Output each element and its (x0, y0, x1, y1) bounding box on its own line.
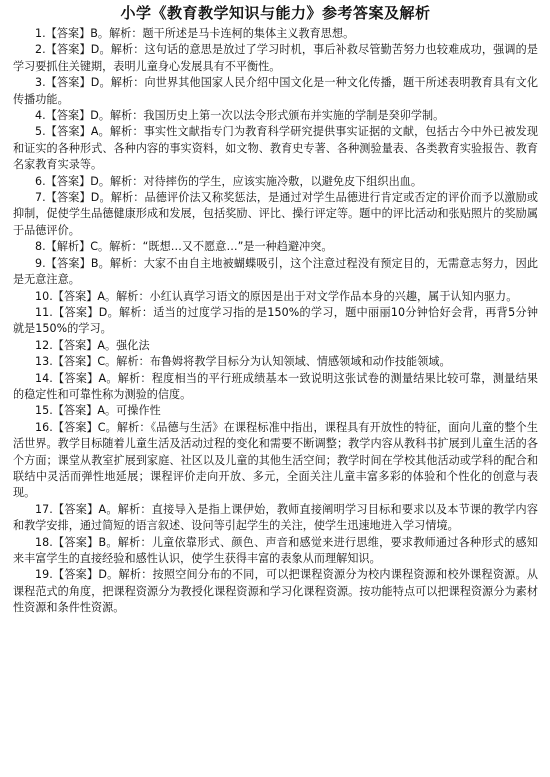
answer-item (13, 124, 538, 173)
answer-text: 【答案】D。解析：这句话的意思是放过了学习时机，事后补救尽管勤苦努力也较难成功，强调的是学习要抓住关键期，表明儿童身心发展具有不平衡性。 (13, 43, 538, 73)
answer-text: 【答案】A。解析：事实性文献指专门为教育科学研究提供事实证据的文献，包括古今中外已被发现和证实的各种形式、各种内容的事实资料，如文物、教育史专著、各种测验量表、各类教育实验报告、教育名家教育实录等。 (13, 125, 538, 172)
answer-text: 【答案】A。可操作性 (52, 404, 161, 418)
answer-number: 17. (35, 502, 53, 516)
answer-number: 8. (35, 240, 46, 254)
answer-number: 3. (35, 76, 46, 90)
answer-text: 【答案】B。解析：题干所述是马卡连柯的集体主义教育思想。 (45, 27, 355, 40)
answer-text: 【答案】A。强化法 (52, 338, 150, 352)
answer-number: 5. (35, 125, 46, 139)
answer-number: 16. (35, 420, 53, 434)
answer-item (13, 420, 538, 502)
answer-number: 18. (35, 535, 53, 549)
answer-number: 10. (35, 289, 53, 303)
answer-text: 【解析】C。解析：“既想…又不愿意…”是一种趋避冲突。 (45, 240, 333, 254)
answer-text: 【答案】B。解析：大家不由自主地被蝴蝶吸引，这个注意过程没有预定目的，无需意志努力，因此是无意注意。 (13, 256, 538, 287)
answer-item (13, 535, 538, 568)
answer-text: 【答案】D。解析：按照空间分布的不同，可以把课程资源分为校内课程资源和校外课程资源。从课程范式的角度，把课程资源分为教授化课程资源和学习化课程资源。按功能特点可以把课程资源分为素材性资源和条件性资源。 (13, 568, 538, 615)
answer-item (13, 338, 538, 354)
answer-number: 7. (35, 191, 46, 205)
answer-number: 9. (35, 256, 46, 270)
answer-item (13, 108, 538, 124)
answer-number: 2. (35, 43, 46, 57)
answer-item (13, 256, 538, 289)
answer-item (13, 289, 538, 305)
answer-item (13, 403, 538, 419)
answer-text: 【答案】D。解析：品德评价法又称奖惩法，是通过对学生品德进行肯定或否定的评价而予以激励或抑制，促使学生品德健康形成和发展，包括奖励、评比、操行评定等。题中的评比活动和张贴照片的奖励属于品德评价。 (13, 191, 538, 237)
answer-number: 6. (35, 174, 46, 188)
answer-item (13, 567, 538, 616)
answer-text: 【答案】A。解析：程度相当的平行班成绩基本一致说明这张试卷的测量结果比较可靠，测量结果的稳定性和可靠性称为测验的信度。 (13, 371, 538, 401)
answer-item (13, 190, 538, 239)
answer-item (13, 371, 538, 404)
answer-text: 【答案】C。解析：布鲁姆将教学目标分为认知领域、情感领域和动作技能领域。 (52, 355, 451, 369)
answer-list (13, 26, 538, 617)
answer-item (13, 174, 538, 190)
answer-text: 【答案】D。解析：我国历史上第一次以法令形式颁布并实施的学制是癸卯学制。 (45, 109, 445, 123)
answer-text: 【答案】A。解析：直接导入是指上课伊始，教师直接阐明学习目标和要求以及本节课的教学内容和教学安排，通过简短的语言叙述、设问等引起学生的关注，使学生迅速地进入学习情境。 (13, 502, 538, 533)
answer-number: 15. (35, 404, 53, 418)
page-title: 小学《教育教学知识与能力》参考答案及解析 (120, 4, 431, 22)
answer-text: 【答案】C。解析：《品德与生活》在课程标准中指出，课程具有开放性的特征，面向儿童的整个生活世界。教学目标随着儿童生活及活动过程的变化和需要不断调整；教学内容从教科书扩展到儿童生活的各个方面；课堂从教室扩展到家庭、社区以及儿童的其他生活空间；教学时间在学校其他活动或学科的配合和联结中灵活而弹性地延展；课程评价走向开放、多元，全面关注儿童丰富多彩的体验和个性化的创意与表现。 (13, 420, 538, 500)
answer-item (13, 239, 538, 255)
answer-text: 【答案】D。解析：对待摔伤的学生，应该实施冷敷，以避免皮下组织出血。 (45, 174, 423, 188)
answer-item (13, 26, 538, 42)
answer-item (13, 354, 538, 370)
answer-number: 12. (35, 338, 53, 352)
answer-text: 【答案】D。解析：适当的过度学习指的是150%的学习，题中丽丽10分钟恰好会背，再背5分钟就是150%的学习。 (13, 305, 538, 336)
answer-text: 【答案】A。解析：小红认真学习语文的原因是出于对文学作品本身的兴趣，属于认知内驱力。 (52, 289, 518, 303)
answer-item (13, 502, 538, 535)
answer-text: 【答案】B。解析：儿童依靠形式、颜色、声音和感觉来进行思维，要求教师通过各种形式的感知来丰富学生的直接经验和感性认识，使学生获得丰富的表象从而理解知识。 (13, 535, 538, 565)
answer-text: 【答案】D。解析：向世界其他国家人民介绍中国文化是一种文化传播，题干所述表明教育具有文化传播功能。 (13, 76, 538, 106)
answer-number: 19. (35, 568, 53, 582)
answer-number: 13. (35, 355, 53, 369)
answer-item (13, 75, 538, 108)
answer-number: 14. (35, 371, 53, 385)
answer-number: 11. (35, 305, 53, 319)
answer-item (13, 42, 538, 75)
answer-number: 1. (35, 27, 46, 40)
answer-number: 4. (35, 109, 46, 123)
answer-item (13, 305, 538, 338)
